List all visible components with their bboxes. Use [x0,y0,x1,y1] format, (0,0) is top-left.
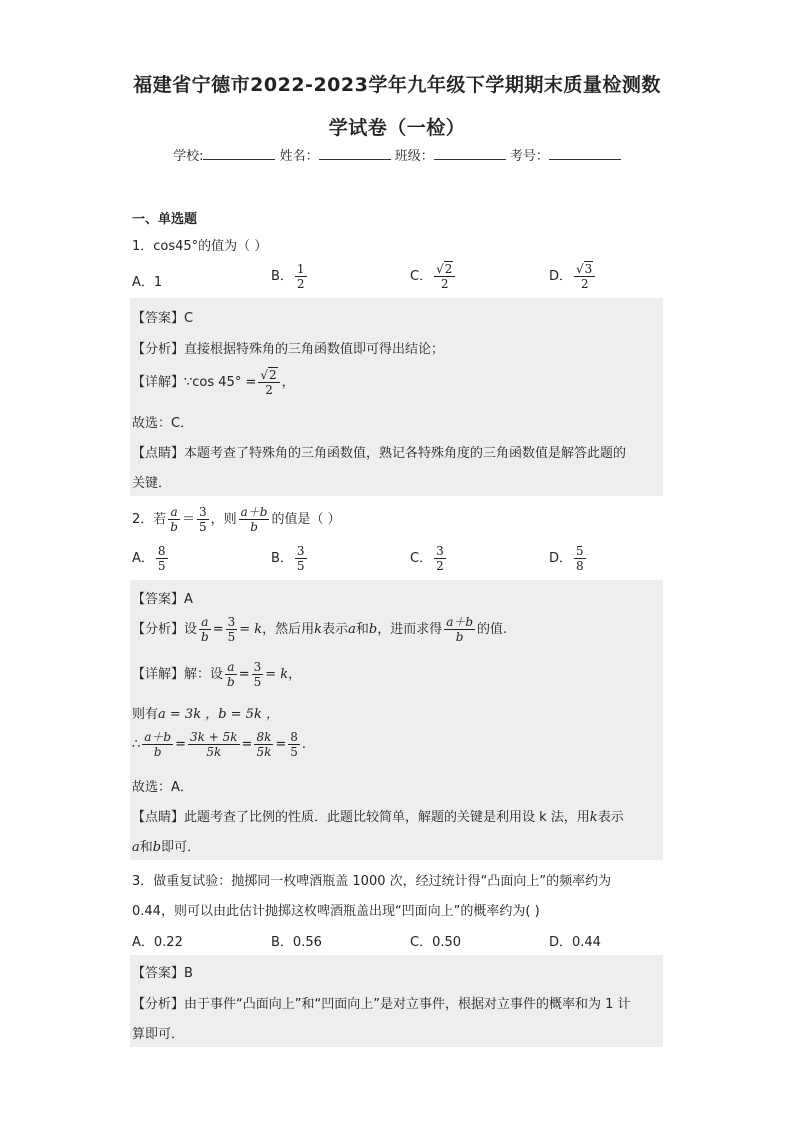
q2-option-c: C． $\frac{3}{2}$ [410,544,444,573]
q2-comment-line1: 【点睛】此题考查了比例的性质．此题比较简单，解题的关键是利用设 k 法，用k表示 [132,810,624,825]
q3-option-b: B．0.56 [271,935,322,950]
q1-comment-line1: 【点睛】本题考查了特殊角的三角函数值，熟记各特殊角度的三角函数值是解答此题的 [132,446,627,461]
q2-analysis: 【分析】设 $\frac{a}{b}$ = $\frac{3}{5}$ = k，然后用k表示a和b，进而求得 $\frac{a+b}{b}$ 的值. [132,615,508,644]
q2-then: 则有a = 3k ，b = 5k ， [132,707,279,722]
q2-stem: 2．若 $\frac{a}{b}$ ＝ $\frac{3}{5}$ ，则 $\frac{a+b}{b}$ 的值是（ ） [132,505,341,534]
q3-option-d: D．0.44 [549,935,601,950]
q3-answer: 【答案】B [132,966,193,981]
q2-option-d: D． $\frac{5}{8}$ [549,544,584,573]
q1-option-b: B． $\frac{1}{2}$ [271,262,305,291]
number-label: 考号： [509,149,549,164]
q3-option-c: C．0.50 [410,935,462,950]
q1-answer: 【答案】C [132,311,194,326]
q1-option-a: A．1 [132,275,163,290]
q1-analysis: 【分析】直接根据特殊角的三角函数值即可得出结论； [132,342,445,357]
section-heading: 一、单选题 [132,212,198,227]
q1-option-c: C． $\frac{√2}{2}$ [410,262,457,291]
page-title-line1: 福建省宁德市2022-2023学年九年级下学期期末质量检测数 [133,74,661,96]
q2-choose: 故选：A． [132,780,193,795]
school-label: 学校: [173,149,204,164]
q3-analysis-line1: 【分析】由于事件“凸面向上”和“凹面向上”是对立事件，根据对立事件的概率和为 1 计 [132,997,631,1012]
school-blank[interactable] [203,147,275,160]
q2-detail: 【详解】解：设 $\frac{a}{b}$ = $\frac{3}{5}$ = k， [132,660,302,689]
class-blank[interactable] [434,147,506,160]
q1-answer-block [130,298,663,496]
name-blank[interactable] [319,147,391,160]
q3-stem-line2: 0.44，则可以由此估计抛掷这枚啤酒瓶盖出现“凹面向上”的概率约为( ) [132,904,540,919]
q1-stem: 1．cos45°的值为（ ） [132,239,268,254]
q2-comment-line2: a和b即可． [132,840,201,855]
q2-therefore: ∴ $\frac{a+b}{b}$ = $\frac{3k + 5k}{5k}$ = $\frac{8k}{5k}$ = $\frac{8}{5}$ . [132,730,307,759]
page-title-line2: 学试卷（一检） [328,117,466,139]
q3-option-a: A．0.22 [132,935,183,950]
number-blank[interactable] [549,147,621,160]
class-label: 班级： [394,149,434,164]
q2-answer: 【答案】A [132,592,193,607]
q1-option-d: D． $\frac{√3}{2}$ [549,262,597,291]
name-label: 姓名： [279,149,319,164]
q1-detail: 【详解】∵cos 45° = $\frac{√2}{2}$ ， [132,368,295,397]
q1-choose: 故选：C． [132,416,194,431]
student-info-row [0,145,794,164]
q3-stem-line1: 3．做重复试验：抛掷同一枚啤酒瓶盖 1000 次，经过统计得“凸面向上”的频率约为 [132,874,612,889]
q2-option-b: B． $\frac{3}{5}$ [271,544,305,573]
q1-comment-line2: 关键． [132,476,172,491]
q2-option-a: A． $\frac{8}{5}$ [132,544,166,573]
q3-analysis-line2: 算即可． [132,1027,185,1042]
